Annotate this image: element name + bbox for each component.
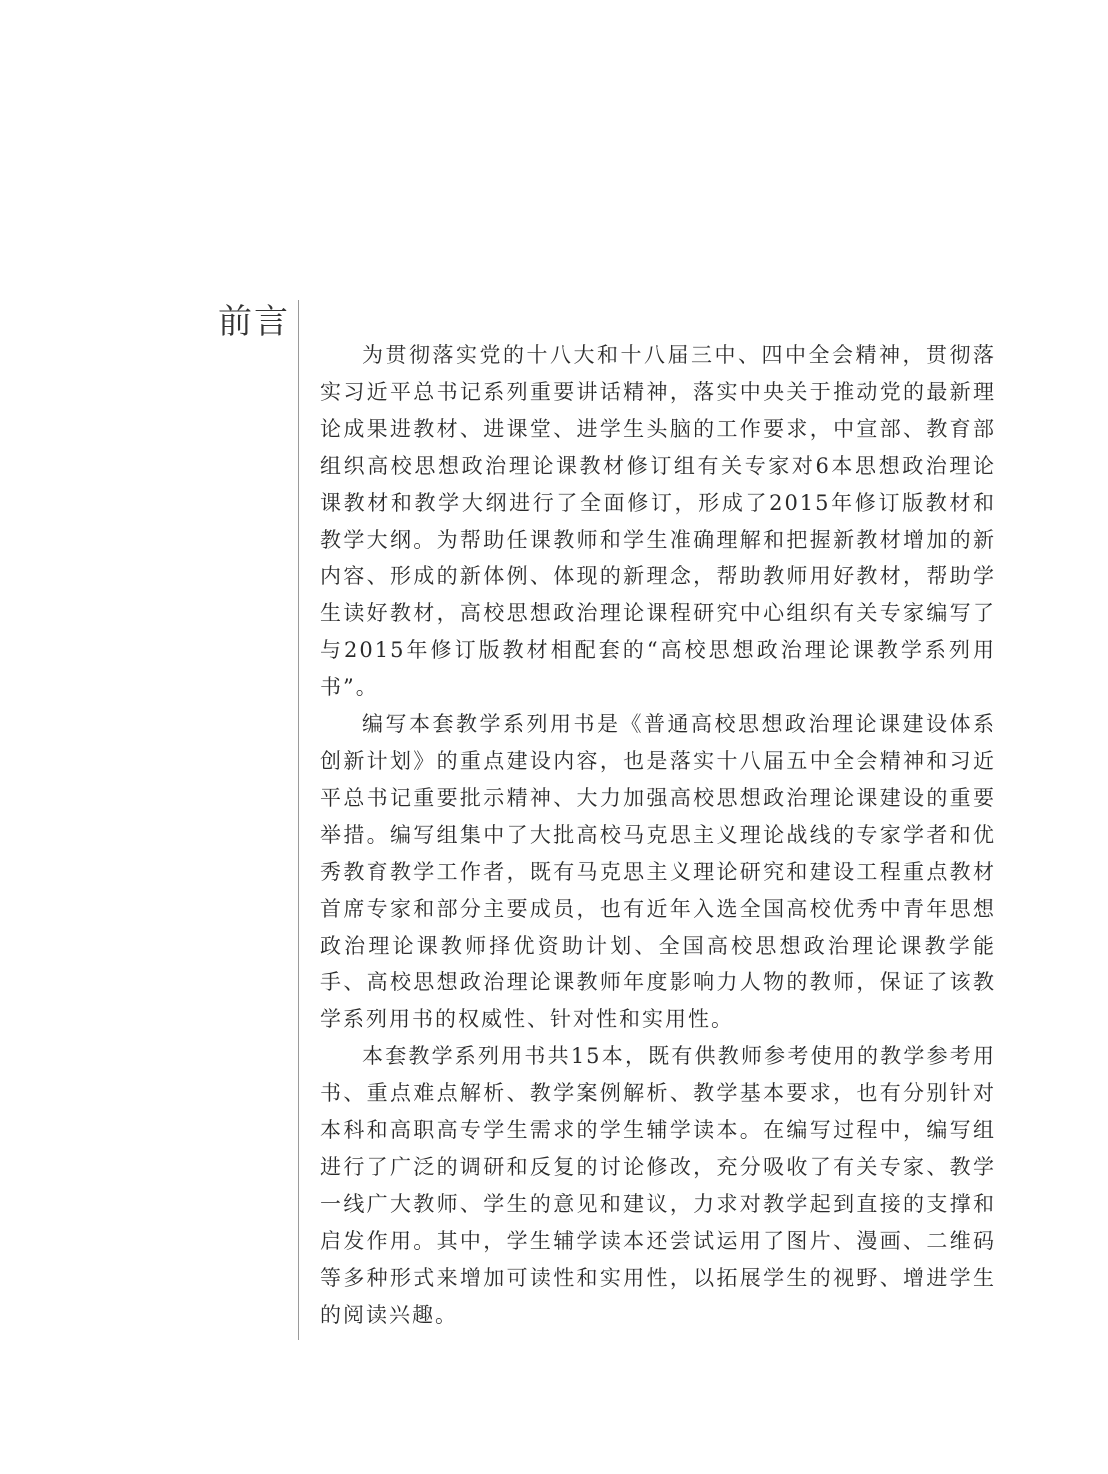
paragraph-3: 本套教学系列用书共15本，既有供教师参考使用的教学参考用书、重点难点解析、教学案例解析、教学基本要求，也有分别针对本科和高职高专学生需求的学生辅学读本。在编写过程中，编写组进行了广泛的调研和反复的讨论修改，充分吸收了有关专家、教学一线广大教师、学生的意见和建议，力求对教学起到直接的支撑和启发作用。其中，学生辅学读本还尝试运用了图片、漫画、二维码等多种形式来增加可读性和实用性，以拓展学生的视野、增进学生的阅读兴趣。 (320, 1044, 996, 1327)
paragraph-2: 编写本套教学系列用书是《普通高校思想政治理论课建设体系创新计划》的重点建设内容，也是落实十八届五中全会精神和习近平总书记重要批示精神、大力加强高校思想政治理论课建设的重要举措。编写组集中了大批高校马克思主义理论战线的专家学者和优秀教育教学工作者，既有马克思主义理论研究和建设工程重点教材首席专家和部分主要成员，也有近年入选全国高校优秀中青年思想政治理论课教师择优资助计划、全国高校思想政治理论课教学能手、高校思想政治理论课教师年度影响力人物的教师，保证了该教学系列用书的权威性、针对性和实用性。 (320, 712, 996, 1032)
paragraph-1: 为贯彻落实党的十八大和十八届三中、四中全会精神，贯彻落实习近平总书记系列重要讲话精神，落实中央关于推动党的最新理论成果进教材、进课堂、进学生头脑的工作要求，中宣部、教育部组织高校思想政治理论课教材修订组有关专家对6本思想政治理论课教材和教学大纲进行了全面修订，形成了2015年修订版教材和教学大纲。为帮助任课教师和学生准确理解和把握新教材增加的新内容、形成的新体例、体现的新理念，帮助教师用好教材，帮助学生读好教材，高校思想政治理论课程研究中心组织有关专家编写了与2015年修订版教材相配套的“高校思想政治理论课教学系列用书”。 (320, 343, 996, 700)
vertical-divider (298, 300, 299, 1340)
body-text (320, 337, 996, 1333)
page-title: 前言 (218, 302, 290, 342)
